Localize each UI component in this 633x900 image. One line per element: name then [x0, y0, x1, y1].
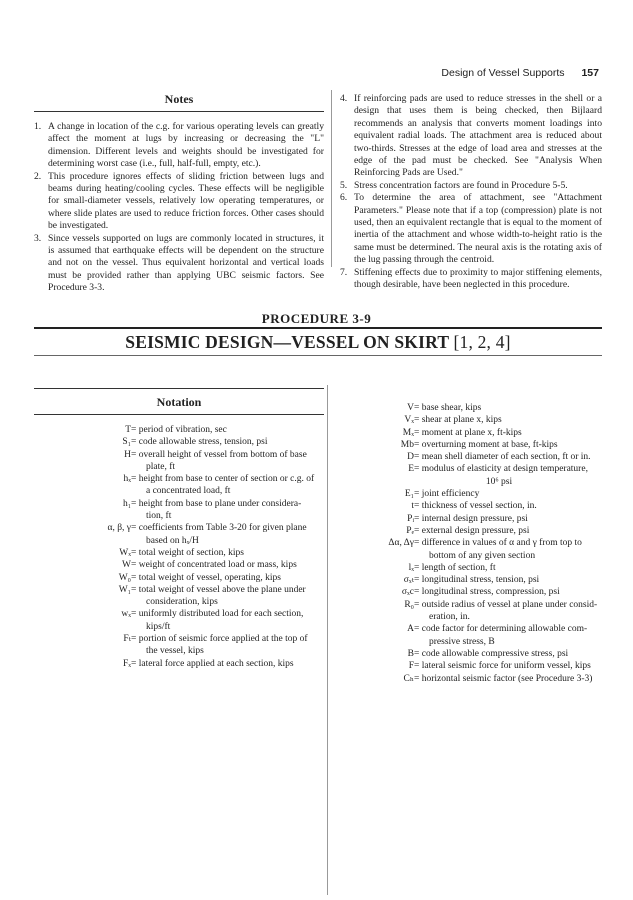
notation-continuation: kips/ft: [146, 621, 171, 632]
notation-definition: thickness of vessel section, in.: [421, 501, 537, 512]
notation-entry: Fₓ = lateral force applied at each section, kips: [122, 658, 294, 669]
notes-box: [34, 86, 324, 295]
notation-definition: shear at plane x, kips: [421, 415, 502, 426]
notation-definition: length of section, ft: [421, 562, 496, 573]
notes-list-left: [34, 121, 324, 295]
notation-definition: weight of concentrated load or mass, kips: [138, 560, 297, 571]
note-item: 6. To determine the area of attachment, see "Attachment Parameters." Please note that if a top (compression) plate is not used, then an equivalent rectangle that is equal to the moment of inertia of the attachment and whose width-to-height ratio is the same must be determined. The neural axis is the rotating axis of the lug passing through the centroid.: [340, 192, 602, 266]
notation-definition: total weight of vessel above the plane under: [138, 584, 306, 595]
notation-definition: base shear, kips: [421, 403, 482, 413]
column-divider-lower: [327, 385, 328, 895]
notation-entry: W₀ = total weight of vessel, operating, kips: [118, 572, 281, 583]
notation-symbol: t: [411, 501, 414, 512]
notation-definition: total weight of vessel, operating, kips: [138, 572, 281, 583]
notation-symbol: W: [122, 560, 131, 571]
notation-entry: B = code allowable compressive stress, psi: [407, 648, 569, 659]
notation-entry: Cₕ = horizontal seismic factor (see Procedure 3-3): [403, 673, 593, 684]
notation-definition: overall height of vessel from bottom of base: [138, 449, 307, 460]
notation-symbol: Δα, Δγ: [388, 538, 414, 549]
notation-definition: longitudinal stress, tension, psi: [421, 575, 540, 586]
notation-symbol: W₁: [118, 584, 131, 595]
notation-definition: outside radius of vessel at plane under consid-: [421, 599, 598, 610]
note-item: 3. Since vessels supported on lugs are commonly located in structures, it is assumed that earthquake effects will be dependent on the structure and not on the vessel. Thus equivalent horizontal and vertical loads must be provided rather than applying UBC seismic factors. See Procedure 3-3.: [34, 232, 324, 294]
notation-entry: t = thickness of vessel section, in.: [411, 501, 537, 512]
notation-symbol: lₓ: [408, 562, 414, 573]
notation-definition: longitudinal stress, compression, psi: [421, 587, 560, 598]
notation-entry: V = base shear, kips: [407, 403, 482, 413]
notation-entry: Wₓ = total weight of section, kips: [119, 547, 245, 558]
notation-title: Notation: [34, 389, 324, 415]
notation-definition: period of vibration, sec: [138, 425, 227, 435]
notation-definition: lateral seismic force for uniform vessel, kips: [421, 661, 591, 672]
notation-symbol: σₓₜ: [403, 575, 414, 586]
notation-symbol: W₀: [118, 572, 131, 583]
notation-symbol: S₁: [122, 437, 131, 448]
notation-definition: height from base to plane under considera-: [138, 498, 302, 509]
notation-symbol: Cₕ: [403, 673, 414, 684]
notation-definition: code factor for determining allowable com-: [421, 624, 588, 635]
notation-continuation: based on hₓ/H: [146, 535, 199, 546]
notation-definition: difference in values of α and γ from top to: [421, 538, 582, 549]
notation-symbol: wₓ: [121, 609, 131, 620]
notation-entry: Fₜ = portion of seismic force applied at the top of the vessel, kips: [34, 633, 324, 658]
notation-entry: h₁ = height from base to plane under considera- tion, ft: [34, 498, 324, 523]
notation-entry: σₓc = longitudinal stress, compression, psi: [401, 587, 560, 598]
procedure-title: [34, 332, 602, 353]
notation-entry: W = weight of concentrated load or mass, kips: [122, 560, 297, 571]
notation-definition: uniformly distributed load for each section,: [138, 609, 304, 620]
notes-continued: [340, 93, 602, 292]
notation-list-right: [336, 402, 602, 685]
notation-symbol: A: [407, 624, 414, 635]
notation-symbol: H: [124, 449, 131, 460]
notation-continuation: tion, ft: [146, 511, 172, 522]
notation-definition: joint efficiency: [421, 489, 480, 500]
notation-entry: Vₓ = shear at plane x, kips: [404, 415, 502, 426]
notation-continuation: bottom of any given section: [429, 550, 536, 561]
notation-continuation: a concentrated load, ft: [146, 486, 231, 497]
procedure-refs: [1, 2, 4]: [453, 332, 511, 352]
notation-continuation: 10⁶ psi: [485, 476, 513, 487]
notation-entry: Mb = overturning moment at base, ft-kips: [400, 439, 558, 450]
notation-entry: lₓ = length of section, ft: [408, 562, 496, 573]
notation-symbol: R₀: [404, 599, 414, 610]
running-header: [441, 67, 599, 79]
notation-entry: W₁ = total weight of vessel above the plane under consideration, kips: [34, 584, 324, 609]
notation-definition: code allowable compressive stress, psi: [421, 648, 569, 659]
notation-definition: portion of seismic force applied at the top of: [138, 634, 308, 645]
procedure-title-text: SEISMIC DESIGN—VESSEL ON SKIRT: [125, 332, 449, 352]
notation-entry: S₁ = code allowable stress, tension, psi: [122, 437, 268, 448]
notation-definition: height from base to center of section or c.g. of: [138, 474, 315, 485]
notation-entry: A = code factor for determining allowable com- pressive stress, B: [336, 623, 602, 648]
notation-symbol: E₁: [404, 489, 414, 500]
notation-definition: modulus of elasticity at design temperature,: [421, 464, 588, 475]
notation-symbol: B: [407, 648, 414, 659]
notation-symbol: F: [408, 661, 414, 672]
heading-rule-bottom: [34, 355, 602, 356]
notation-definition: internal design pressure, psi: [421, 513, 528, 524]
notation-continuation: the vessel, kips: [146, 646, 204, 657]
notation-entry: Δα, Δγ = difference in values of α and γ from top to bottom of any given section: [336, 537, 602, 562]
notation-definition: moment at plane x, ft-kips: [421, 427, 522, 438]
notation-definition: code allowable stress, tension, psi: [138, 437, 268, 448]
page-number: 157: [581, 67, 599, 79]
note-item: 2. This procedure ignores effects of sliding friction between lugs and beams during heating/cooling cycles. These effects will be negligible for small-diameter vessels, relatively low operating temperatures, or where slide plates are used to reduce friction forces. Other cases should be investigated.: [34, 170, 324, 232]
notation-symbol: T: [125, 425, 131, 435]
notation-entry: Pₑ = external design pressure, psi: [406, 525, 530, 536]
notation-symbol: E: [408, 464, 414, 475]
notation-entry: wₓ = uniformly distributed load for each section, kips/ft: [34, 608, 324, 633]
notation-entry: D = mean shell diameter of each section, ft or in.: [407, 452, 591, 463]
notation-entry: H = overall height of vessel from bottom of base plate, ft: [34, 449, 324, 474]
heading-rule-top: [34, 327, 602, 329]
notation-entry: E = modulus of elasticity at design temperature,: [408, 464, 588, 475]
notation-symbol: h₁: [122, 498, 131, 509]
notation-symbol: V: [407, 403, 414, 413]
notation-continuation: plate, ft: [146, 461, 176, 472]
note-item: 1. A change in location of the c.g. for various operating levels can greatly affect the moment at lugs by increasing or decreasing the "L" dimension. Different levels and weights should be investigated for determining worst case (i.e., full, half-full, empty, etc.).: [34, 121, 324, 170]
notation-symbol: Mₓ: [402, 427, 414, 438]
notation-entry: R₀ = outside radius of vessel at plane under consid- eration, in.: [336, 599, 602, 624]
notation-symbol: Pᵢ: [407, 513, 414, 524]
notation-entry: σₓₜ = longitudinal stress, tension, psi: [403, 575, 540, 586]
notation-symbol: D: [407, 452, 414, 463]
notation-box: [34, 388, 324, 670]
column-divider: [331, 90, 332, 267]
notation-symbol: Pₑ: [406, 525, 414, 536]
notation-definition: horizontal seismic factor (see Procedure 3-3): [421, 673, 593, 684]
notation-definition: lateral force applied at each section, kips: [138, 658, 294, 669]
notation-symbol: hₓ: [123, 474, 131, 485]
note-item: 4. If reinforcing pads are used to reduce stresses in the shell or a design that uses them is being checked, then Bijlaard recommends an analysis that converts moment loadings into equivalent radial loads. The attachment area is reduced about two-thirds. Stresses at the edge of load area and stresses at the edge of the pad must be checked. See "Analysis When Reinforcing Pads are Used.": [340, 93, 602, 179]
notes-title: Notes: [34, 86, 324, 112]
notation-continuation: pressive stress, B: [429, 636, 495, 647]
notation-symbol: σₓc: [401, 587, 414, 598]
notation-continued: [336, 402, 602, 685]
notation-list-left: [34, 424, 324, 670]
notation-continuation: consideration, kips: [146, 597, 218, 608]
running-header-title: Design of Vessel Supports: [441, 67, 565, 79]
notation-symbol: Vₓ: [404, 415, 414, 426]
notation-entry: Pᵢ = internal design pressure, psi: [407, 513, 528, 524]
notation-symbol: Fₓ: [122, 658, 131, 669]
notation-entry: [336, 476, 602, 488]
notation-symbol: α, β, γ: [107, 523, 131, 534]
note-item: 7. Stiffening effects due to proximity to major stiffening elements, though desirable, have been neglected in this procedure.: [340, 266, 602, 291]
notation-continuation: eration, in.: [429, 612, 470, 623]
notation-symbol: Fₜ: [123, 634, 131, 645]
notation-entry: α, β, γ = coefficients from Table 3-20 for given plane based on hₓ/H: [34, 522, 324, 547]
notation-entry: T = period of vibration, sec: [125, 425, 227, 435]
notation-definition: mean shell diameter of each section, ft or in.: [421, 452, 591, 463]
procedure-label: PROCEDURE 3-9: [261, 311, 372, 326]
notation-entry: Mₓ = moment at plane x, ft-kips: [402, 427, 522, 438]
notation-definition: total weight of section, kips: [138, 547, 245, 558]
notation-symbol: Mb: [400, 439, 414, 450]
note-item: 5. Stress concentration factors are found in Procedure 5-5.: [340, 179, 568, 191]
notation-definition: coefficients from Table 3-20 for given plane: [138, 523, 307, 534]
notation-symbol: Wₓ: [119, 547, 131, 558]
notation-definition: overturning moment at base, ft-kips: [421, 439, 558, 450]
notation-definition: external design pressure, psi: [421, 525, 530, 536]
notation-entry: E₁ = joint efficiency: [404, 489, 480, 500]
notation-entry: F = lateral seismic force for uniform vessel, kips: [408, 661, 591, 672]
notes-list-right: [340, 93, 602, 292]
notation-entry: hₓ = height from base to center of section or c.g. of a concentrated load, ft: [34, 473, 324, 498]
